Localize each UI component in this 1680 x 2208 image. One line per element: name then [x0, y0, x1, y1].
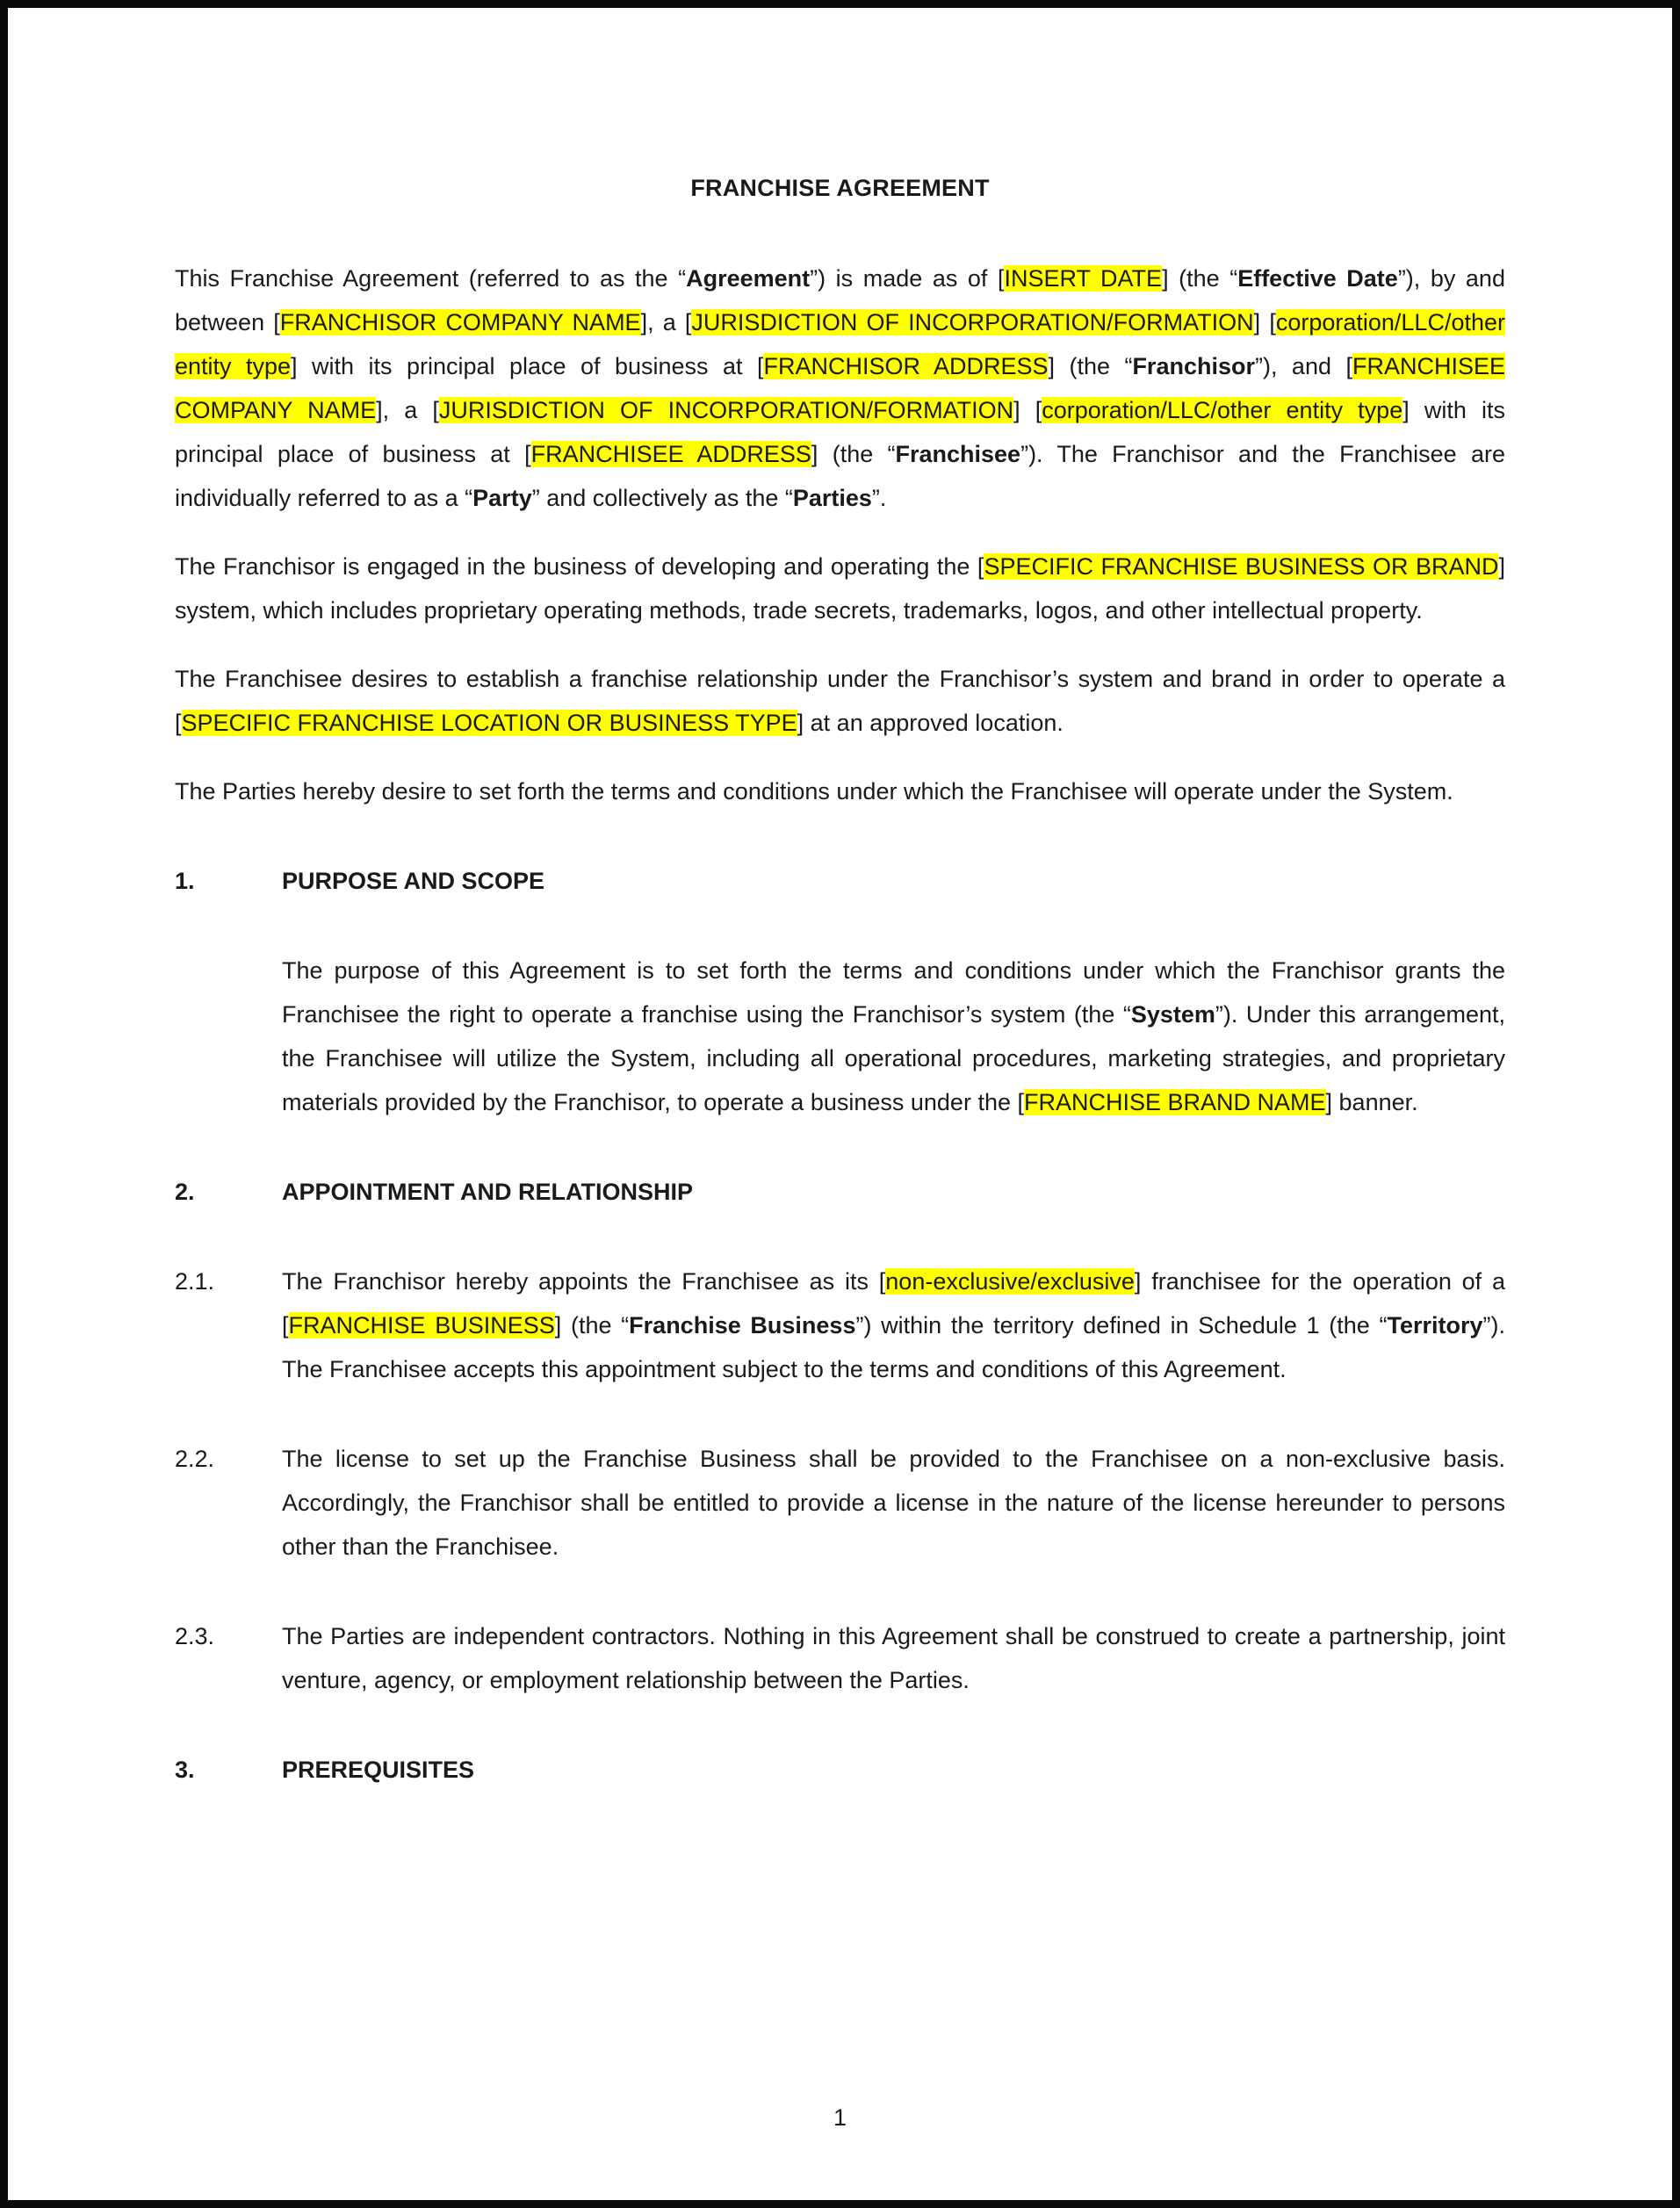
text-run: ] franchisee for the operation of a [ — [282, 1268, 1506, 1339]
text-run: ”). The Franchisor and the Franchisee are individually referred to as a “ — [175, 441, 1505, 511]
section-heading — [175, 859, 1505, 903]
paragraph — [175, 256, 1505, 520]
text-run: ] with its principal place of business at [ — [175, 397, 1505, 467]
text-run: ] (the “ — [554, 1312, 630, 1339]
text-run: This Franchise Agreement (referred to as the “ — [175, 265, 687, 292]
clause-text — [282, 1437, 1505, 1569]
section-number: 1. — [175, 868, 195, 894]
highlighted-placeholder: FRANCHISOR COMPANY NAME — [279, 309, 641, 336]
section-number: 2.1. — [175, 1268, 215, 1295]
section-heading — [175, 1748, 1505, 1792]
bold-term: Effective Date — [1237, 265, 1398, 292]
section-heading-label — [282, 859, 1505, 903]
text-run: The Franchisor hereby appoints the Franchisee as its [ — [282, 1268, 886, 1295]
highlighted-placeholder: FRANCHISEE COMPANY NAME — [175, 353, 1505, 423]
text-run: ”) within the territory defined in Schedule 1 (the “ — [855, 1312, 1388, 1339]
numbered-clause — [175, 1437, 1505, 1569]
text-run: The license to set up the Franchise Business shall be provided to the Franchisee on a non-exclusive basis. Accordingly, the Franchisor shall be entitled to provide a license in the nature of the license hereunder to persons other than the Franchisee. — [282, 1446, 1505, 1560]
section-number: 2.2. — [175, 1446, 215, 1472]
highlighted-placeholder: SPECIFIC FRANCHISE BUSINESS OR BRAND — [984, 553, 1499, 580]
text-run: ”) is made as of [ — [810, 265, 1005, 292]
text-run: ”), by and between [ — [175, 265, 1505, 336]
bold-term: Party — [472, 485, 532, 511]
text-run: ] (the “ — [811, 441, 896, 467]
bold-term: Agreement — [686, 265, 811, 292]
text-run: The Franchisee desires to establish a franchise relationship under the Franchisor’s system and brand in order to operate a [ — [175, 666, 1505, 736]
highlighted-placeholder: FRANCHISOR ADDRESS — [763, 353, 1049, 379]
section-heading — [175, 1170, 1505, 1214]
text-run: ] (the “ — [1048, 353, 1133, 379]
text-run: ” and collectively as the “ — [531, 485, 793, 511]
document-body — [175, 256, 1505, 1792]
highlighted-placeholder: corporation/LLC/other entity type — [1042, 397, 1403, 423]
highlighted-placeholder: non-exclusive/exclusive — [885, 1268, 1135, 1295]
bold-term: Parties — [792, 485, 872, 511]
text-run: ] [ — [1253, 309, 1276, 336]
highlighted-placeholder: FRANCHISE BUSINESS — [288, 1312, 555, 1339]
text-run: ”. — [871, 485, 887, 511]
text-run: ”), and [ — [1254, 353, 1352, 379]
bold-term: Franchisee — [895, 441, 1021, 467]
paragraph — [282, 949, 1505, 1124]
highlighted-placeholder: SPECIFIC FRANCHISE LOCATION OR BUSINESS TYPE — [181, 710, 797, 736]
bold-term: Franchisor — [1132, 353, 1255, 379]
text-run: ] with its principal place of business at [ — [291, 353, 764, 379]
text-run: PREREQUISITES — [282, 1757, 475, 1783]
clause-text — [282, 1259, 1505, 1391]
section-number: 2. — [175, 1179, 195, 1205]
bold-term: Territory — [1387, 1312, 1483, 1339]
text-run: The Parties are independent contractors. Nothing in this Agreement shall be construed to create a partnership, joint venture, agency, or employment relationship between the Parties. — [282, 1623, 1505, 1693]
highlighted-placeholder: FRANCHISEE ADDRESS — [530, 441, 811, 467]
text-run: APPOINTMENT AND RELATIONSHIP — [282, 1179, 694, 1205]
clause-text — [282, 1614, 1505, 1702]
page-number: 1 — [833, 2104, 847, 2131]
section-heading-label — [282, 1748, 1505, 1792]
text-run: PURPOSE AND SCOPE — [282, 868, 545, 894]
paragraph — [175, 545, 1505, 632]
text-run: ] system, which includes proprietary operating methods, trade secrets, trademarks, logos, and other intellectual property. — [175, 553, 1505, 624]
bold-term: System — [1130, 1001, 1215, 1028]
section-number: 2.3. — [175, 1623, 215, 1649]
text-run: The Franchisor is engaged in the business of developing and operating the [ — [175, 553, 984, 580]
paragraph — [175, 769, 1505, 813]
text-run: The purpose of this Agreement is to set forth the terms and conditions under which the Franchisor grants the Franchisee the right to operate a franchise using the Franchisor’s system (the “ — [282, 957, 1505, 1028]
text-run: The Parties hereby desire to set forth the terms and conditions under which the Franchisee will operate under the System. — [175, 778, 1453, 805]
text-run: ”). Under this arrangement, the Franchisee will utilize the System, including all operational procedures, marketing strategies, and proprietary materials provided by the Franchisor, to operate a business under the [ — [282, 1001, 1505, 1115]
highlighted-placeholder: JURISDICTION OF INCORPORATION/FORMATION — [691, 309, 1254, 336]
highlighted-placeholder: INSERT DATE — [1004, 265, 1163, 292]
text-run: ], a [ — [640, 309, 692, 336]
highlighted-placeholder: JURISDICTION OF INCORPORATION/FORMATION — [438, 397, 1014, 423]
highlighted-placeholder: FRANCHISE BRAND NAME — [1023, 1089, 1326, 1115]
section-number: 3. — [175, 1757, 195, 1783]
text-run: ”). The Franchisee accepts this appointment subject to the terms and conditions of this Agreement. — [282, 1312, 1505, 1382]
text-run: ], a [ — [376, 397, 439, 423]
text-run: ] at an approved location. — [797, 710, 1064, 736]
paragraph — [175, 657, 1505, 745]
numbered-clause — [175, 1259, 1505, 1391]
bold-term: Franchise Business — [629, 1312, 856, 1339]
text-run: ] banner. — [1325, 1089, 1418, 1115]
document-title: FRANCHISE AGREEMENT — [690, 175, 990, 201]
section-heading-label — [282, 1170, 1505, 1214]
highlighted-placeholder: corporation/LLC/other entity type — [175, 309, 1505, 379]
text-run: ] (the “ — [1162, 265, 1238, 292]
text-run: ] [ — [1013, 397, 1042, 423]
numbered-clause — [175, 1614, 1505, 1702]
